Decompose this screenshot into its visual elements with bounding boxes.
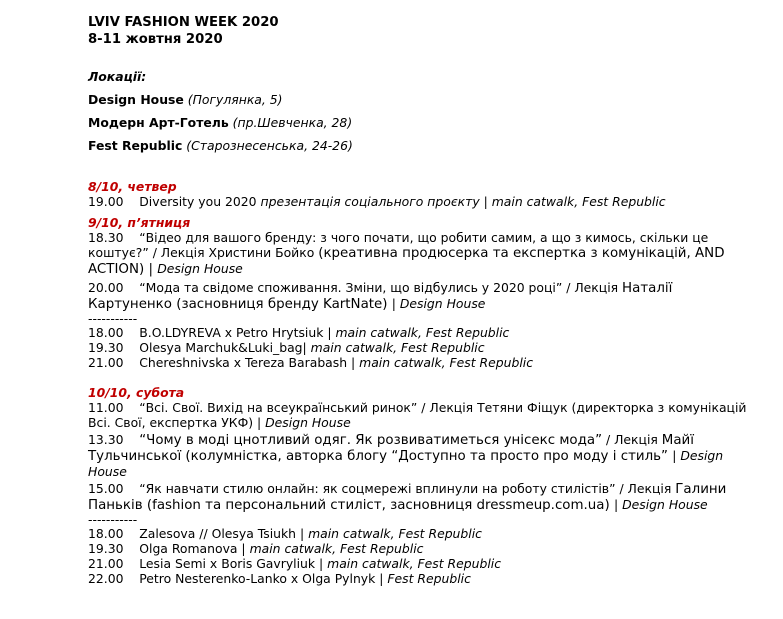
locations-heading: Локації: [88, 69, 147, 84]
schedule-item: 13.30 “Чому в моді цнотливий одяг. Як розвиватиметься унісекс мода” / Лекція Майї Тульчинської (колумністка, авторка блогу “Доступно та просто про моду і стиль” | Design House [88, 432, 724, 479]
schedule-item: 15.00 “Як навчати стилю онлайн: як соцмережі вплинули на роботу стилістів” / Лекція Галини Паньків (fashion та персональний стиліст, засновниця dressmeup.com.ua) | Design House [88, 481, 727, 513]
day-heading: 8/10, четвер [88, 179, 177, 194]
location-item: Модерн Арт-Готель (пр.Шевченка, 28) [88, 115, 353, 130]
schedule-item: 19.30 Olesya Marchuk&Luki_bag| main catwalk, Fest Republic [88, 340, 485, 355]
schedule-item: 18.00 B.O.LDYREVA x Petro Hrytsiuk | main catwalk, Fest Republic [88, 325, 510, 340]
location-item: Fest Republic (Старознесенська, 24-26) [88, 138, 353, 153]
schedule-item: 18.30 “Відео для вашого бренду: з чого почати, що робити самим, а що з кимось, скільки це коштує?” / Лекція Христини Бойко (креативна продюсерка та експертка з комунікацій, AND ACTION) | Design House [88, 230, 725, 277]
event-dates: 8-11 жовтня 2020 [88, 32, 223, 47]
day-heading: 10/10, субота [88, 385, 185, 400]
day-heading: 9/10, п’ятниця [88, 215, 191, 230]
schedule-item: 22.00 Petro Nesterenko-Lanko x Olga Pylnyk | Fest Republic [88, 571, 471, 586]
event-title: LVIV FASHION WEEK 2020 [88, 15, 279, 30]
schedule-item: 19.30 Olga Romanova | main catwalk, Fest Republic [88, 541, 424, 556]
schedule-item: 11.00 “Всі. Свої. Вихід на всеукраїнський ринок” / Лекція Тетяни Фіщук (директорка з комунікацій Всі. Свої, експертка УКФ) | Design House [88, 400, 747, 430]
schedule-item: 18.00 Zalesova // Olesya Tsiukh | main catwalk, Fest Republic [88, 526, 482, 541]
schedule-item: 20.00 “Мода та свідоме споживання. Зміни, що відбулись у 2020 році” / Лекція Наталії Картуненко (засновниця бренду KartNate) | Design House [88, 280, 673, 312]
location-item: Design House (Погулянка, 5) [88, 92, 283, 107]
schedule-item: 21.00 Chereshnivska x Tereza Barabash | main catwalk, Fest Republic [88, 355, 534, 370]
schedule-item: 21.00 Lesia Semi x Boris Gavryliuk | main catwalk, Fest Republic [88, 556, 502, 571]
schedule-item: 19.00 Diversity you 2020 презентація соціального проєкту | main catwalk, Fest Republic [88, 194, 666, 209]
separator: ----------- [88, 311, 138, 326]
program-document [88, 14, 760, 586]
separator: ----------- [88, 512, 138, 527]
